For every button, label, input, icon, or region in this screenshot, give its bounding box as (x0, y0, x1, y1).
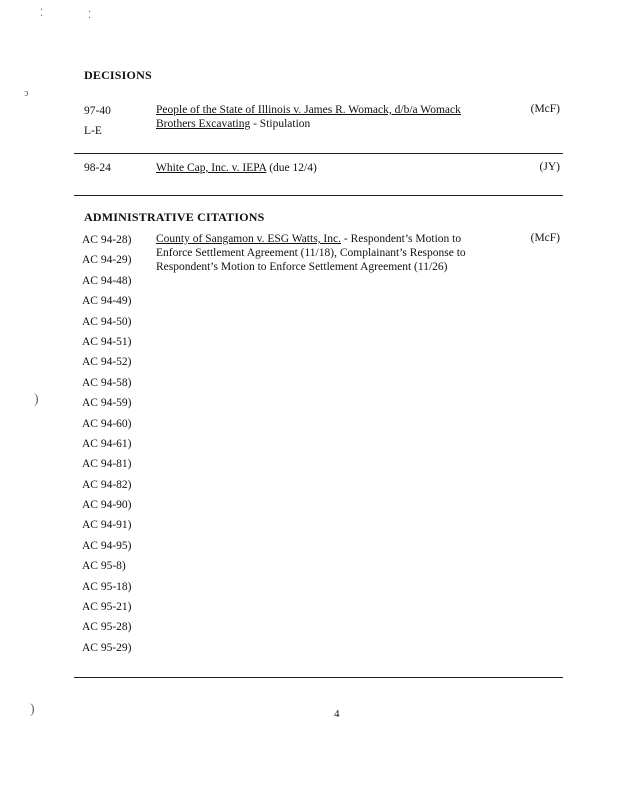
docket-number: 97-40 (84, 105, 111, 117)
case-action: (due 12/4) (266, 162, 317, 174)
scan-speck: ) (30, 702, 35, 717)
docket-number-item: AC 95-21) (82, 601, 132, 614)
divider (74, 677, 563, 678)
docket-number-item: AC 94-61) (82, 437, 132, 450)
docket-number-item: AC 94-51) (82, 335, 132, 348)
assigned-initials: (McF) (530, 232, 560, 244)
scan-speck: ) (34, 392, 39, 407)
case-title: County of Sangamon v. ESG Watts, Inc. (156, 233, 341, 245)
citation-description-line1 (156, 232, 461, 246)
docket-number-item: AC 94-29) (82, 254, 132, 267)
scan-speck: ⁚ (40, 8, 44, 19)
docket-number-item: AC 95-28) (82, 621, 132, 634)
decisions-heading: DECISIONS (84, 68, 152, 82)
case-title-line (156, 161, 317, 175)
case-title: White Cap, Inc. v. IEPA (156, 162, 267, 174)
docket-number-item: AC 94-28) (82, 234, 132, 246)
case-action: - Stipulation (250, 118, 311, 130)
case-title-line2: Brothers Excavating (156, 118, 251, 130)
case-action: - Respondent’s Motion to (340, 233, 462, 245)
docket-number-item: AC 95-8) (82, 560, 126, 573)
docket-number-item: AC 94-81) (82, 458, 132, 471)
docket-number-list (82, 233, 132, 661)
case-title: People of the State of Illinois v. James R. Womack, d/b/a Womack (156, 104, 461, 116)
docket-number-item: AC 94-50) (82, 315, 132, 328)
page-number: 4 (334, 708, 340, 720)
assigned-initials: (McF) (530, 103, 560, 115)
scan-speck: ⁚ (88, 10, 92, 21)
docket-number-item: AC 94-48) (82, 274, 132, 287)
assigned-initials: (JY) (539, 161, 560, 173)
docket-number-item: AC 94-52) (82, 356, 132, 369)
docket-number-item: AC 94-60) (82, 417, 132, 430)
docket-number-suffix: L-E (84, 125, 102, 137)
administrative-citations-heading: ADMINISTRATIVE CITATIONS (84, 210, 265, 224)
docket-number-item: AC 94-91) (82, 519, 132, 532)
divider (74, 153, 563, 154)
citation-description-line3: Respondent’s Motion to Enforce Settlement Agreement (11/26) (156, 261, 448, 273)
scan-speck: ͻ (24, 88, 29, 99)
case-title-continued (156, 117, 310, 131)
docket-number-item: AC 94-58) (82, 376, 132, 389)
docket-number-item: AC 95-29) (82, 641, 132, 654)
docket-number-item: AC 94-59) (82, 397, 132, 410)
docket-number: 98-24 (84, 162, 111, 174)
citation-description-line2: Enforce Settlement Agreement (11/18), Complainant’s Response to (156, 247, 466, 259)
docket-number-item: AC 94-82) (82, 478, 132, 491)
docket-number-item: AC 94-49) (82, 295, 132, 308)
docket-number-item: AC 94-95) (82, 539, 132, 552)
docket-number-item: AC 94-90) (82, 499, 132, 512)
divider (74, 195, 563, 196)
docket-number-item: AC 95-18) (82, 580, 132, 593)
